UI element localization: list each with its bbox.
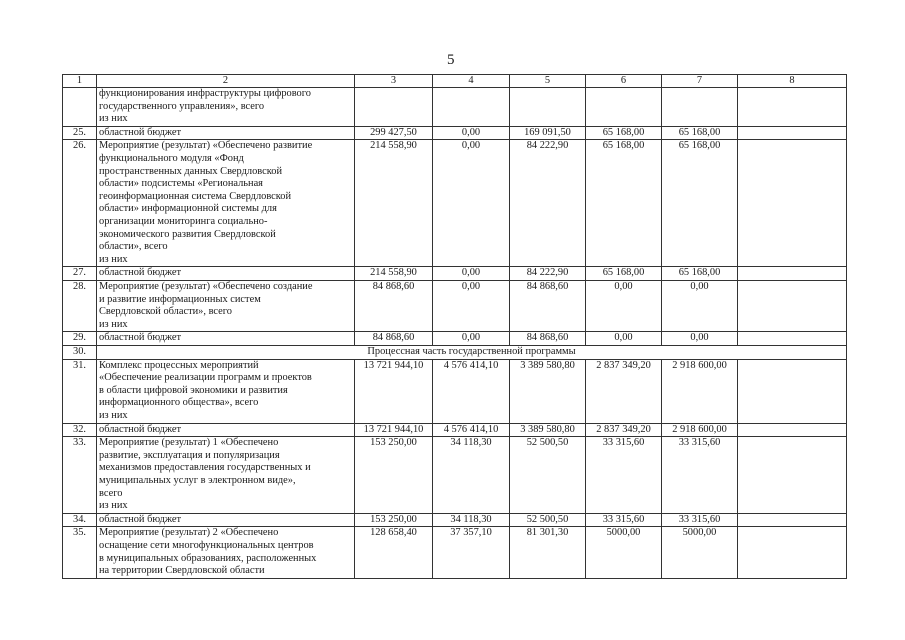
amount-cell: 81 301,30 — [510, 527, 586, 578]
row-description: Мероприятие (результат) «Обеспечено развитие функционального модуля «Фонд пространственных данных Свердловской области» подсистемы «Региональная геоинформационная система Свердловской области» информационной системы для организации мониторинга социально- экономического развития Свердловской области», всего из них — [97, 140, 355, 267]
amount-cell: 13 721 944,10 — [355, 359, 433, 423]
amount-cell: 214 558,90 — [355, 267, 433, 281]
amount-cell: 84 868,60 — [355, 280, 433, 331]
table-row — [63, 527, 847, 578]
header-cell: 1 — [63, 75, 97, 88]
amount-cell: 37 357,10 — [433, 527, 510, 578]
budget-table — [62, 74, 847, 579]
amount-cell: 84 868,60 — [355, 332, 433, 346]
amount-cell: 33 315,60 — [586, 437, 662, 514]
note-cell — [738, 140, 847, 267]
amount-cell: 65 168,00 — [662, 267, 738, 281]
note-cell — [738, 332, 847, 346]
amount-cell: 2 918 600,00 — [662, 359, 738, 423]
amount-cell: 5000,00 — [662, 527, 738, 578]
amount-cell: 0,00 — [433, 280, 510, 331]
note-cell — [738, 126, 847, 140]
header-cell: 8 — [738, 75, 847, 88]
amount-cell: 0,00 — [586, 332, 662, 346]
row-description: Мероприятие (результат) 1 «Обеспечено развитие, эксплуатация и популяризация механизмов предоставления государственных и муниципальных услуг в электронном виде», всего из них — [97, 437, 355, 514]
amount-cell: 33 315,60 — [662, 437, 738, 514]
amount-cell: 2 918 600,00 — [662, 423, 738, 437]
table-row — [63, 280, 847, 331]
amount-cell: 0,00 — [662, 332, 738, 346]
amount-cell: 84 868,60 — [510, 280, 586, 331]
amount-cell — [433, 88, 510, 127]
row-number: 29. — [63, 332, 97, 346]
row-number: 28. — [63, 280, 97, 331]
row-number: 26. — [63, 140, 97, 267]
table-row — [63, 423, 847, 437]
section-row — [63, 345, 847, 359]
amount-cell: 4 576 414,10 — [433, 423, 510, 437]
note-cell — [738, 359, 847, 423]
table-row — [63, 437, 847, 514]
note-cell — [738, 513, 847, 527]
amount-cell: 299 427,50 — [355, 126, 433, 140]
amount-cell: 169 091,50 — [510, 126, 586, 140]
table-row — [63, 140, 847, 267]
page-number: 5 — [447, 52, 455, 68]
amount-cell: 52 500,50 — [510, 513, 586, 527]
amount-cell: 2 837 349,20 — [586, 423, 662, 437]
table-row — [63, 332, 847, 346]
amount-cell: 33 315,60 — [586, 513, 662, 527]
table-row — [63, 126, 847, 140]
row-description: областной бюджет — [97, 126, 355, 140]
note-cell — [738, 437, 847, 514]
amount-cell — [662, 88, 738, 127]
amount-cell: 84 222,90 — [510, 267, 586, 281]
header-row — [63, 75, 847, 88]
row-description: областной бюджет — [97, 332, 355, 346]
amount-cell: 34 118,30 — [433, 513, 510, 527]
row-number: 35. — [63, 527, 97, 578]
amount-cell: 153 250,00 — [355, 437, 433, 514]
row-description: функционирования инфраструктуры цифрового государственного управления», всего из них — [97, 88, 355, 127]
note-cell — [738, 88, 847, 127]
header-cell: 3 — [355, 75, 433, 88]
amount-cell: 13 721 944,10 — [355, 423, 433, 437]
header-cell: 4 — [433, 75, 510, 88]
table-row — [63, 88, 847, 127]
row-description: областной бюджет — [97, 423, 355, 437]
row-number: 27. — [63, 267, 97, 281]
row-description: областной бюджет — [97, 267, 355, 281]
amount-cell: 65 168,00 — [586, 126, 662, 140]
amount-cell: 214 558,90 — [355, 140, 433, 267]
amount-cell: 0,00 — [662, 280, 738, 331]
note-cell — [738, 527, 847, 578]
row-number: 33. — [63, 437, 97, 514]
amount-cell — [586, 88, 662, 127]
row-number: 25. — [63, 126, 97, 140]
amount-cell: 153 250,00 — [355, 513, 433, 527]
amount-cell: 52 500,50 — [510, 437, 586, 514]
note-cell — [738, 423, 847, 437]
header-cell: 7 — [662, 75, 738, 88]
row-number: 34. — [63, 513, 97, 527]
amount-cell: 84 868,60 — [510, 332, 586, 346]
section-title: Процессная часть государственной программы — [97, 345, 847, 359]
amount-cell: 2 837 349,20 — [586, 359, 662, 423]
row-number — [63, 88, 97, 127]
note-cell — [738, 267, 847, 281]
amount-cell: 4 576 414,10 — [433, 359, 510, 423]
amount-cell: 33 315,60 — [662, 513, 738, 527]
amount-cell — [355, 88, 433, 127]
row-number: 32. — [63, 423, 97, 437]
row-number: 31. — [63, 359, 97, 423]
amount-cell: 0,00 — [433, 267, 510, 281]
amount-cell: 0,00 — [433, 140, 510, 267]
amount-cell: 84 222,90 — [510, 140, 586, 267]
amount-cell: 65 168,00 — [586, 140, 662, 267]
amount-cell: 0,00 — [433, 126, 510, 140]
row-description: Мероприятие (результат) 2 «Обеспечено оснащение сети многофункциональных центров в муниципальных образованиях, расположенных на территории Свердловской области — [97, 527, 355, 578]
note-cell — [738, 280, 847, 331]
table-row — [63, 359, 847, 423]
header-cell: 2 — [97, 75, 355, 88]
row-description: областной бюджет — [97, 513, 355, 527]
row-description: Мероприятие (результат) «Обеспечено создание и развитие информационных систем Свердловской области», всего из них — [97, 280, 355, 331]
amount-cell: 5000,00 — [586, 527, 662, 578]
row-description: Комплекс процессных мероприятий «Обеспечение реализации программ и проектов в области цифровой экономики и развития информационного общества», всего из них — [97, 359, 355, 423]
amount-cell — [510, 88, 586, 127]
amount-cell: 128 658,40 — [355, 527, 433, 578]
amount-cell: 3 389 580,80 — [510, 359, 586, 423]
amount-cell: 65 168,00 — [586, 267, 662, 281]
amount-cell: 0,00 — [433, 332, 510, 346]
row-number: 30. — [63, 345, 97, 359]
amount-cell: 0,00 — [586, 280, 662, 331]
amount-cell: 65 168,00 — [662, 140, 738, 267]
table-row — [63, 267, 847, 281]
amount-cell: 34 118,30 — [433, 437, 510, 514]
table-row — [63, 513, 847, 527]
header-cell: 5 — [510, 75, 586, 88]
amount-cell: 65 168,00 — [662, 126, 738, 140]
header-cell: 6 — [586, 75, 662, 88]
amount-cell: 3 389 580,80 — [510, 423, 586, 437]
